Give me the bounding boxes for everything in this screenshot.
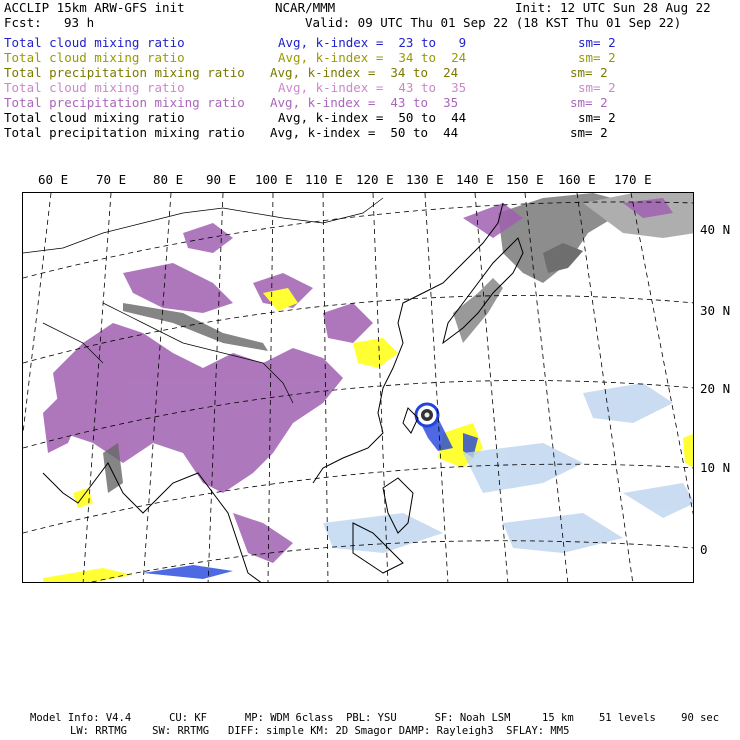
legend-avg: Avg, k-index = 43 to 35 <box>278 80 467 95</box>
lon-label: 120 E <box>356 172 394 187</box>
lon-label: 100 E <box>255 172 293 187</box>
lon-label: 90 E <box>206 172 237 187</box>
legend-row <box>4 126 245 140</box>
lat-label: 10 N <box>700 460 731 475</box>
lat-label: 30 N <box>700 303 731 318</box>
legend-sm: sm= 2 <box>578 35 616 50</box>
model-title: ACCLIP 15km ARW-GFS init <box>4 0 185 15</box>
lon-label: 150 E <box>506 172 544 187</box>
field-name: Total precipitation mixing ratio <box>4 125 245 140</box>
legend-avg: Avg, k-index = 43 to 35 <box>270 95 459 110</box>
legend-avg: Avg, k-index = 34 to 24 <box>278 50 467 65</box>
lon-label: 140 E <box>456 172 494 187</box>
legend-row <box>4 51 185 65</box>
legend-sm: sm= 2 <box>578 50 616 65</box>
legend-row <box>4 81 185 95</box>
forecast-label: Fcst: <box>4 15 42 30</box>
org-label: NCAR/MMM <box>275 0 336 15</box>
footer-model-info: Model Info: V4.4 CU: KF MP: WDM 6class PBL: YSU SF: Noah LSM 15 km 51 levels 90 sec <box>30 712 720 724</box>
legend-avg: Avg, k-index = 50 to 44 <box>278 110 467 125</box>
lon-label: 110 E <box>305 172 343 187</box>
lon-label: 170 E <box>614 172 652 187</box>
field-name: Total cloud mixing ratio <box>4 110 185 125</box>
legend-row <box>4 36 185 50</box>
valid-time: Valid: 09 UTC Thu 01 Sep 22 (18 KST Thu 01 Sep 22) <box>305 15 682 30</box>
lon-label: 60 E <box>38 172 69 187</box>
typhoon-eye <box>416 404 438 426</box>
lat-label: 20 N <box>700 381 731 396</box>
legend-sm: sm= 2 <box>570 65 608 80</box>
field-name: Total precipitation mixing ratio <box>4 65 245 80</box>
legend-row <box>4 66 245 80</box>
legend-row <box>4 111 185 125</box>
legend-sm: sm= 2 <box>578 80 616 95</box>
legend-avg: Avg, k-index = 34 to 24 <box>270 65 459 80</box>
footer-physics-info: LW: RRTMG SW: RRTMG DIFF: simple KM: 2D Smagor DAMP: Rayleigh3 SFLAY: MM5 <box>70 725 570 737</box>
legend-sm: sm= 2 <box>570 95 608 110</box>
legend-avg: Avg, k-index = 23 to 9 <box>278 35 467 50</box>
lon-label: 80 E <box>153 172 184 187</box>
field-name: Total cloud mixing ratio <box>4 50 185 65</box>
legend-avg: Avg, k-index = 50 to 44 <box>270 125 459 140</box>
field-name: Total cloud mixing ratio <box>4 80 185 95</box>
forecast-map <box>22 192 694 583</box>
lon-label: 70 E <box>96 172 127 187</box>
lat-label: 40 N <box>700 222 731 237</box>
lon-label: 130 E <box>406 172 444 187</box>
legend-row <box>4 96 245 110</box>
legend-sm: sm= 2 <box>578 110 616 125</box>
lat-label: 0 <box>700 542 708 557</box>
map-canvas <box>23 193 694 583</box>
init-time: Init: 12 UTC Sun 28 Aug 22 <box>515 0 711 15</box>
field-name: Total precipitation mixing ratio <box>4 95 245 110</box>
field-name: Total cloud mixing ratio <box>4 35 185 50</box>
lon-label: 160 E <box>558 172 596 187</box>
forecast-hours: 93 h <box>64 15 95 30</box>
legend-sm: sm= 2 <box>570 125 608 140</box>
